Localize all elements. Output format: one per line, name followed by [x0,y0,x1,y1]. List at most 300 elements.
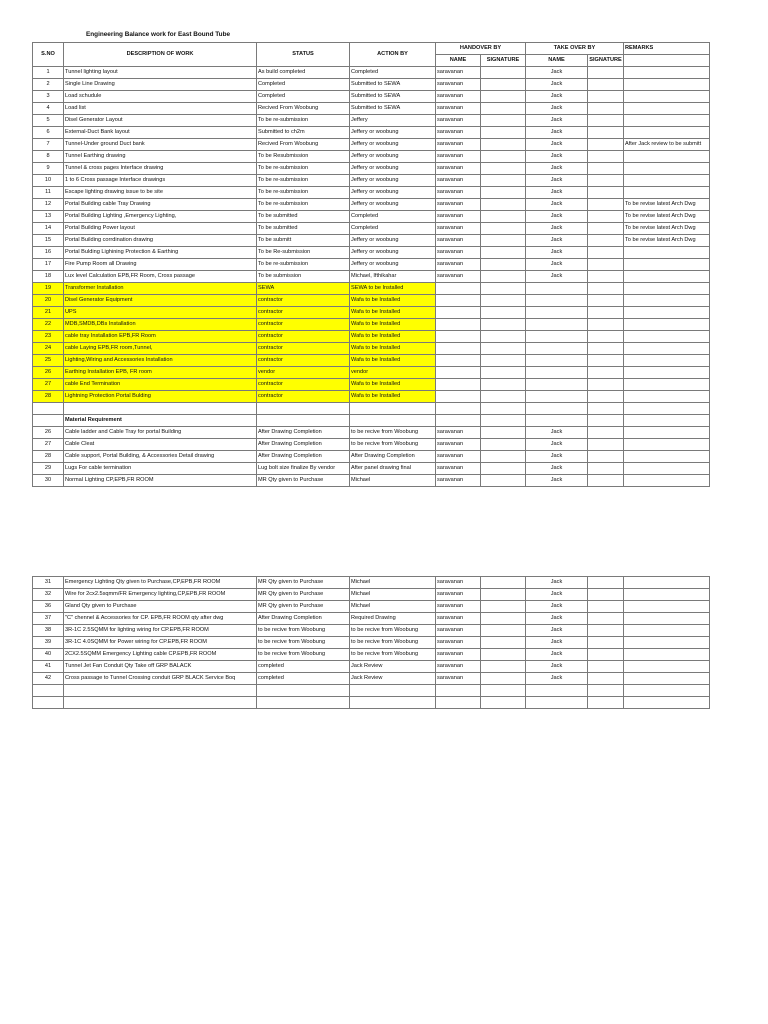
row-takeover-name: Jack [526,427,588,439]
table-row [33,199,710,211]
row-takeover-name: Jack [526,577,588,589]
row-handover-signature [481,91,526,103]
row-sno: 11 [33,187,64,199]
row-status: After Drawing Completion [257,427,350,439]
row-handover-signature [481,271,526,283]
row-status: After Drawing Completion [257,439,350,451]
row-takeover-signature [588,649,624,661]
blank-cell [350,697,436,709]
row-description: "C" chennel & Accessories for CP. EPB,FR ROOM qty after dwg [64,613,257,625]
row-remarks [624,79,710,91]
row-takeover-signature [588,91,624,103]
row-handover-signature [481,673,526,685]
row-takeover-name: Jack [526,139,588,151]
row-handover-signature [481,367,526,379]
row-status: To be re-submission [257,175,350,187]
row-takeover-signature [588,187,624,199]
row-sno: 1 [33,67,64,79]
row-takeover-signature [588,67,624,79]
row-handover-name: saravanan [436,649,481,661]
row-takeover-signature [588,577,624,589]
row-sno: 21 [33,307,64,319]
row-sno: 12 [33,199,64,211]
row-handover-signature [481,199,526,211]
row-action-by: Wafa to be Installed [350,307,436,319]
row-description: Portal Building Power layout [64,223,257,235]
table-row [33,391,710,403]
row-remarks [624,475,710,487]
row-sno: 16 [33,247,64,259]
row-remarks: After Jack review to be submitt [624,139,710,151]
blank-cell [526,415,588,427]
row-remarks [624,163,710,175]
blank-cell [436,685,481,697]
row-handover-name: saravanan [436,235,481,247]
blank-cell [436,403,481,415]
row-handover-name [436,355,481,367]
row-takeover-signature [588,637,624,649]
row-status: After Drawing Completion [257,613,350,625]
row-handover-name: saravanan [436,259,481,271]
row-handover-name: saravanan [436,151,481,163]
row-takeover-signature [588,259,624,271]
blank-cell [64,685,257,697]
row-sno: 19 [33,283,64,295]
blank-cell [481,685,526,697]
row-remarks [624,673,710,685]
row-sno: 4 [33,103,64,115]
row-takeover-name [526,307,588,319]
row-status: To be re-submission [257,199,350,211]
row-takeover-signature [588,475,624,487]
row-handover-signature [481,139,526,151]
row-action-by: Michael [350,601,436,613]
row-action-by: Jeffery or woobung [350,175,436,187]
blank-cell [624,415,710,427]
table-row [33,637,710,649]
row-sno: 30 [33,475,64,487]
row-status: contractor [257,295,350,307]
row-remarks [624,115,710,127]
blank-cell [350,403,436,415]
row-remarks [624,637,710,649]
row-action-by: Jeffery or woobung [350,187,436,199]
row-takeover-signature [588,163,624,175]
row-handover-signature [481,427,526,439]
row-action-by: vendor [350,367,436,379]
row-takeover-name: Jack [526,235,588,247]
row-status: Recived From Woobung [257,139,350,151]
blank-cell [350,685,436,697]
row-handover-signature [481,379,526,391]
row-action-by: Completed [350,223,436,235]
section-row [33,415,710,427]
row-status: After Drawing Completion [257,451,350,463]
header-handover-signature: SIGNATURE [481,55,526,67]
row-takeover-signature [588,295,624,307]
row-takeover-name [526,343,588,355]
row-takeover-signature [588,175,624,187]
row-handover-name: saravanan [436,589,481,601]
row-takeover-signature [588,247,624,259]
row-handover-signature [481,151,526,163]
row-takeover-signature [588,673,624,685]
table-row [33,661,710,673]
row-action-by: to be recive from Woobung [350,439,436,451]
row-takeover-name: Jack [526,673,588,685]
row-takeover-signature [588,103,624,115]
row-takeover-signature [588,235,624,247]
row-handover-name: saravanan [436,673,481,685]
row-takeover-signature [588,439,624,451]
row-description: cable End Termination [64,379,257,391]
row-description: Lightning Protection Portal Bulding [64,391,257,403]
row-takeover-signature [588,283,624,295]
row-action-by: Michael [350,475,436,487]
row-takeover-name [526,283,588,295]
row-handover-signature [481,391,526,403]
row-takeover-name: Jack [526,91,588,103]
row-status: Completed [257,79,350,91]
blank-cell [33,685,64,697]
row-handover-signature [481,637,526,649]
row-action-by: Michael [350,589,436,601]
blank-cell [64,697,257,709]
row-handover-name: saravanan [436,601,481,613]
row-action-by: SEWA to be Installed [350,283,436,295]
row-handover-signature [481,67,526,79]
row-sno: 31 [33,577,64,589]
table-row [33,307,710,319]
blank-cell [624,685,710,697]
row-takeover-name [526,331,588,343]
row-handover-signature [481,79,526,91]
table-row [33,91,710,103]
row-remarks [624,379,710,391]
row-handover-signature [481,127,526,139]
blank-cell [436,697,481,709]
row-handover-signature [481,439,526,451]
row-takeover-signature [588,151,624,163]
row-sno: 26 [33,367,64,379]
row-remarks [624,103,710,115]
row-takeover-signature [588,589,624,601]
row-handover-signature [481,235,526,247]
row-status: contractor [257,391,350,403]
row-remarks [624,649,710,661]
row-status: Lug bolt size finalize By vendor [257,463,350,475]
row-sno: 14 [33,223,64,235]
row-takeover-name: Jack [526,151,588,163]
row-takeover-signature [588,463,624,475]
row-takeover-name: Jack [526,589,588,601]
row-takeover-signature [588,661,624,673]
row-status: To be re-submission [257,163,350,175]
row-sno: 10 [33,175,64,187]
row-handover-name: saravanan [436,625,481,637]
row-action-by: Jeffery or woobung [350,247,436,259]
table-row [33,589,710,601]
row-handover-signature [481,175,526,187]
row-action-by: Jeffery or woobung [350,199,436,211]
blank-cell [64,403,257,415]
row-sno: 23 [33,331,64,343]
table-row [33,175,710,187]
row-handover-signature [481,259,526,271]
row-sno: 13 [33,211,64,223]
blank-cell [257,685,350,697]
row-takeover-name [526,355,588,367]
blank-cell [526,685,588,697]
blank-cell [481,403,526,415]
row-description: Earthing Installation EPB, FR room [64,367,257,379]
table-row [33,187,710,199]
row-description: Lux level Calculation EPB,FR Room, Cross passage [64,271,257,283]
row-status: To be submitted [257,211,350,223]
section-blank [33,415,64,427]
row-action-by: Jack Review [350,661,436,673]
row-sno: 2 [33,79,64,91]
row-action-by: to be recive from Woobung [350,649,436,661]
row-takeover-signature [588,79,624,91]
row-status: to be recive from Woobung [257,637,350,649]
balance-work-table [32,42,710,487]
header-row-1 [33,43,710,55]
row-handover-name: saravanan [436,139,481,151]
row-handover-name: saravanan [436,115,481,127]
row-handover-name: saravanan [436,439,481,451]
row-description: Cable ladder and Cable Tray for portal Building [64,427,257,439]
row-handover-name: saravanan [436,199,481,211]
row-handover-signature [481,295,526,307]
row-handover-name [436,319,481,331]
row-action-by: Completed [350,211,436,223]
row-takeover-name: Jack [526,601,588,613]
row-remarks [624,451,710,463]
row-sno: 40 [33,649,64,661]
row-handover-name [436,379,481,391]
row-handover-signature [481,223,526,235]
row-takeover-signature [588,379,624,391]
table-row [33,127,710,139]
row-status: contractor [257,307,350,319]
row-handover-name [436,331,481,343]
row-remarks [624,67,710,79]
row-sno: 28 [33,391,64,403]
header-status: STATUS [257,43,350,67]
blank-cell [526,403,588,415]
row-description: Portal Building cable Tray Drawing [64,199,257,211]
row-remarks [624,127,710,139]
row-takeover-name [526,319,588,331]
row-remarks [624,391,710,403]
row-takeover-name: Jack [526,613,588,625]
row-takeover-name: Jack [526,625,588,637]
row-remarks [624,175,710,187]
row-action-by: Wafa to be Installed [350,343,436,355]
row-handover-name: saravanan [436,247,481,259]
blank-cell [481,415,526,427]
row-action-by: to be recive from Woobung [350,427,436,439]
row-sno: 17 [33,259,64,271]
blank-cell [436,415,481,427]
row-takeover-signature [588,319,624,331]
row-sno: 6 [33,127,64,139]
row-status: completed [257,673,350,685]
row-action-by: Jeffery [350,115,436,127]
row-remarks [624,625,710,637]
row-takeover-signature [588,127,624,139]
row-takeover-signature [588,331,624,343]
row-sno: 37 [33,613,64,625]
row-sno: 28 [33,451,64,463]
row-takeover-name [526,379,588,391]
row-takeover-signature [588,601,624,613]
row-status: To be re-submission [257,187,350,199]
row-status: completed [257,661,350,673]
row-handover-signature [481,589,526,601]
row-description: Transformer Installation [64,283,257,295]
row-action-by: Submitted to SEWA [350,91,436,103]
blank-cell [588,697,624,709]
table-row [33,319,710,331]
row-handover-signature [481,331,526,343]
blank-row [33,697,710,709]
section-title: Material Requirement [64,415,257,427]
row-sno: 27 [33,439,64,451]
row-status: contractor [257,355,350,367]
row-handover-signature [481,613,526,625]
row-remarks [624,589,710,601]
row-description: 2CX2.5SQMM Emergency Lighting cable CP.EPB,FR ROOM [64,649,257,661]
row-sno: 7 [33,139,64,151]
row-sno: 39 [33,637,64,649]
row-description: Disel Generator Layout [64,115,257,127]
table-row [33,151,710,163]
row-status: Completed [257,91,350,103]
row-handover-signature [481,319,526,331]
blank-cell [350,415,436,427]
row-handover-name: saravanan [436,163,481,175]
table-row [33,367,710,379]
table-row [33,343,710,355]
row-handover-signature [481,187,526,199]
header-description: DESCRIPTION OF WORK [64,43,257,67]
row-handover-name: saravanan [436,637,481,649]
row-sno: 36 [33,601,64,613]
row-action-by: Jeffery or woobung [350,151,436,163]
row-remarks [624,613,710,625]
row-description: Disel Generator Equipment [64,295,257,307]
row-description: Cable Cleat [64,439,257,451]
row-remarks [624,283,710,295]
row-status: vendor [257,367,350,379]
row-remarks: To be revise latest Arch Dwg [624,199,710,211]
blank-cell [257,403,350,415]
row-status: To be submission [257,271,350,283]
row-status: MR Qty given to Purchase [257,577,350,589]
row-sno: 20 [33,295,64,307]
row-status: To be Re-submission [257,247,350,259]
row-action-by: Completed [350,67,436,79]
row-status: Submitted to ch2m [257,127,350,139]
row-description: MDB,SMDB,DBs Installation [64,319,257,331]
balance-work-table-page2 [32,576,710,709]
row-status: To be re-submission [257,259,350,271]
row-status: SEWA [257,283,350,295]
row-handover-signature [481,163,526,175]
row-takeover-name [526,367,588,379]
row-takeover-signature [588,367,624,379]
row-handover-signature [481,115,526,127]
row-remarks [624,295,710,307]
row-remarks [624,151,710,163]
row-takeover-signature [588,625,624,637]
row-action-by: Wafa to be Installed [350,379,436,391]
row-sno: 29 [33,463,64,475]
table-row [33,103,710,115]
row-action-by: Michael [350,577,436,589]
row-description: Cable support, Portal Building, & Accessories Detail drawing [64,451,257,463]
row-action-by: Wafa to be Installed [350,331,436,343]
row-description: 1 to 6 Cross passage Interface drawings [64,175,257,187]
row-status: To be re-submission [257,115,350,127]
row-takeover-name: Jack [526,247,588,259]
row-sno: 22 [33,319,64,331]
row-remarks [624,343,710,355]
row-description: Emergency Lighting Qty given to Purchase,CP,EPB,FR ROOM [64,577,257,589]
row-remarks [624,259,710,271]
row-action-by: to be recive from Woobung [350,625,436,637]
row-description: cable tray Installation EPB,FR Room [64,331,257,343]
row-takeover-name: Jack [526,187,588,199]
row-sno: 25 [33,355,64,367]
table-row [33,259,710,271]
row-action-by: Wafa to be Installed [350,391,436,403]
row-remarks [624,187,710,199]
row-action-by: Jack Review [350,673,436,685]
row-description: Tunnel lighting layout [64,67,257,79]
row-action-by: Jeffery or woobung [350,235,436,247]
row-description: Tunnel Earthing drawing [64,151,257,163]
table-row [33,577,710,589]
row-takeover-signature [588,427,624,439]
row-takeover-name: Jack [526,175,588,187]
header-takeover-signature: SIGNATURE [588,55,624,67]
table-row [33,271,710,283]
row-description: Tunnel Jet Fan Conduit Qty Take off GRP BALACK [64,661,257,673]
row-remarks [624,271,710,283]
table-row [33,283,710,295]
row-takeover-name: Jack [526,163,588,175]
row-handover-signature [481,247,526,259]
blank-row [33,685,710,697]
header-remarks: REMARKS [624,43,710,55]
table-row [33,355,710,367]
row-action-by: Wafa to be Installed [350,319,436,331]
row-takeover-name: Jack [526,259,588,271]
header-takeover-name: NAME [526,55,588,67]
row-handover-signature [481,103,526,115]
table-row [33,451,710,463]
blank-cell [588,403,624,415]
row-description: 3R-1C 2.5SQMM for lighting wiring for CP.EPB,FR ROOM [64,625,257,637]
row-takeover-name [526,391,588,403]
row-description: Lugs For cable termination [64,463,257,475]
row-status: To be Resubmission [257,151,350,163]
blank-cell [588,415,624,427]
blank-row [33,403,710,415]
